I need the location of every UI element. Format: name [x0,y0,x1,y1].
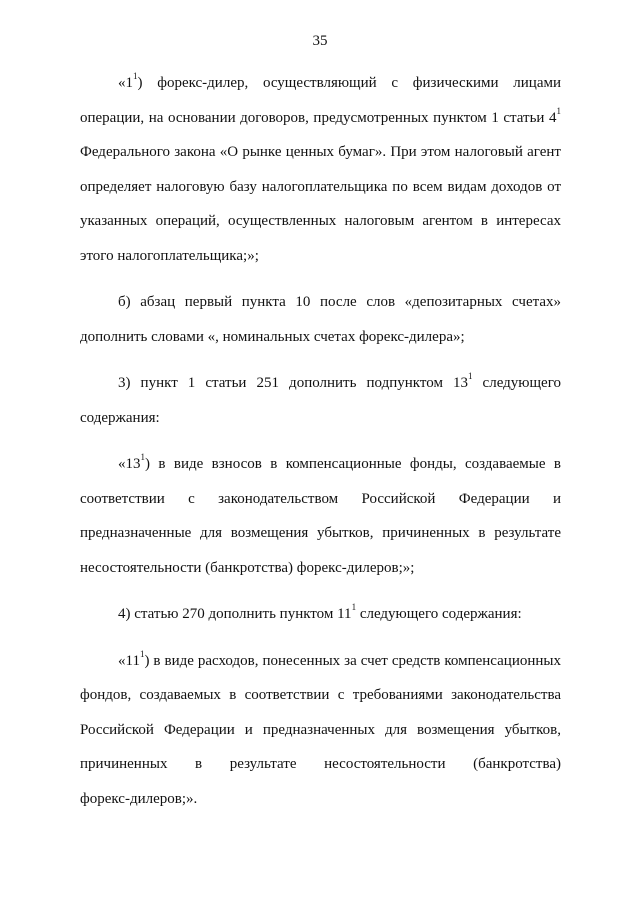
paragraph-gap [80,585,561,597]
line-text: соответствии с законодательством Российской Федерации и [80,490,561,507]
line-text: указанных операций, осуществленных налоговым агентом в интересах [80,213,561,229]
line-text: предназначенные для возмещения убытков, причиненных в результате [80,525,561,541]
text-line [80,678,561,713]
superscript: 1 [351,602,357,612]
paragraph [80,644,561,817]
paragraph-gap [80,435,561,447]
text-line [80,482,561,517]
paragraph-gap [80,632,561,644]
text-line [80,285,561,320]
line-text: фондов, создаваемых в соответствии с требованиями законодательства [80,687,561,703]
line-text: 4) статью 270 дополнить пунктом 11 [118,606,352,622]
text-line [80,401,561,436]
text-line [80,135,561,170]
text-line [80,713,561,748]
paragraph-gap [80,354,561,366]
text-line [80,204,561,239]
line-text: Федерального закона «О рынке ценных бумаг». При этом налоговый агент [80,144,561,160]
line-text: определяет налоговую базу налогоплательщика по всем видам доходов от [80,178,561,195]
line-text: содержания: [80,409,160,426]
line-text: форекс-дилеров;». [80,790,198,807]
line-text: дополнить словами «, номинальных счетах форекс-дилера»; [80,328,465,345]
line-text: несостоятельности (банкротства) форекс-дилеров;»; [80,559,415,576]
text-line [80,644,561,679]
text-line [80,239,561,274]
text-line [80,551,561,586]
superscript: 1 [139,648,145,659]
text-line [80,747,561,782]
text-line [80,170,561,205]
line-text: ) в виде взносов в компенсационные фонды, создаваемые в [145,456,561,472]
text-line [80,101,561,136]
superscript: 1 [468,371,473,381]
line-text: операции, на основании договоров, предусмотренных пунктом 1 статьи 4 [80,109,557,126]
line-text: «13 [118,456,141,472]
line-text: следующего [472,375,561,391]
line-text: ) форекс-дилер, осуществляющий с физическими лицами [137,75,561,91]
line-text: 3) пункт 1 статьи 251 дополнить подпунктом 13 [118,375,468,391]
line-text: этого налогоплательщика;»; [80,247,259,264]
line-text: «1 [118,75,133,91]
superscript: 1 [556,105,561,116]
text-line [80,447,561,482]
line-text: ) в виде расходов, понесенных за счет средств компенсационных [144,652,561,669]
text-line [80,66,561,101]
text-line [80,782,561,817]
line-text: причиненных в результате несостоятельности (банкротства) [80,756,561,772]
paragraph [80,366,561,435]
text-line [80,320,561,355]
page-number: 35 [312,33,328,49]
paragraph [80,285,561,354]
line-text: следующего содержания: [356,606,522,622]
paragraph-gap [80,273,561,285]
paragraph [80,66,561,273]
line-text: «11 [118,652,140,669]
superscript: 1 [133,71,138,81]
superscript: 1 [140,452,145,462]
line-text: Российской Федерации и предназначенных для возмещения убытков, [80,721,561,738]
text-line [80,597,561,632]
line-text: б) абзац первый пункта 10 после слов «депозитарных счетах» [118,294,561,310]
paragraph [80,597,561,632]
paragraph [80,447,561,585]
text-line [80,366,561,401]
document-body [80,66,561,816]
text-line [80,516,561,551]
